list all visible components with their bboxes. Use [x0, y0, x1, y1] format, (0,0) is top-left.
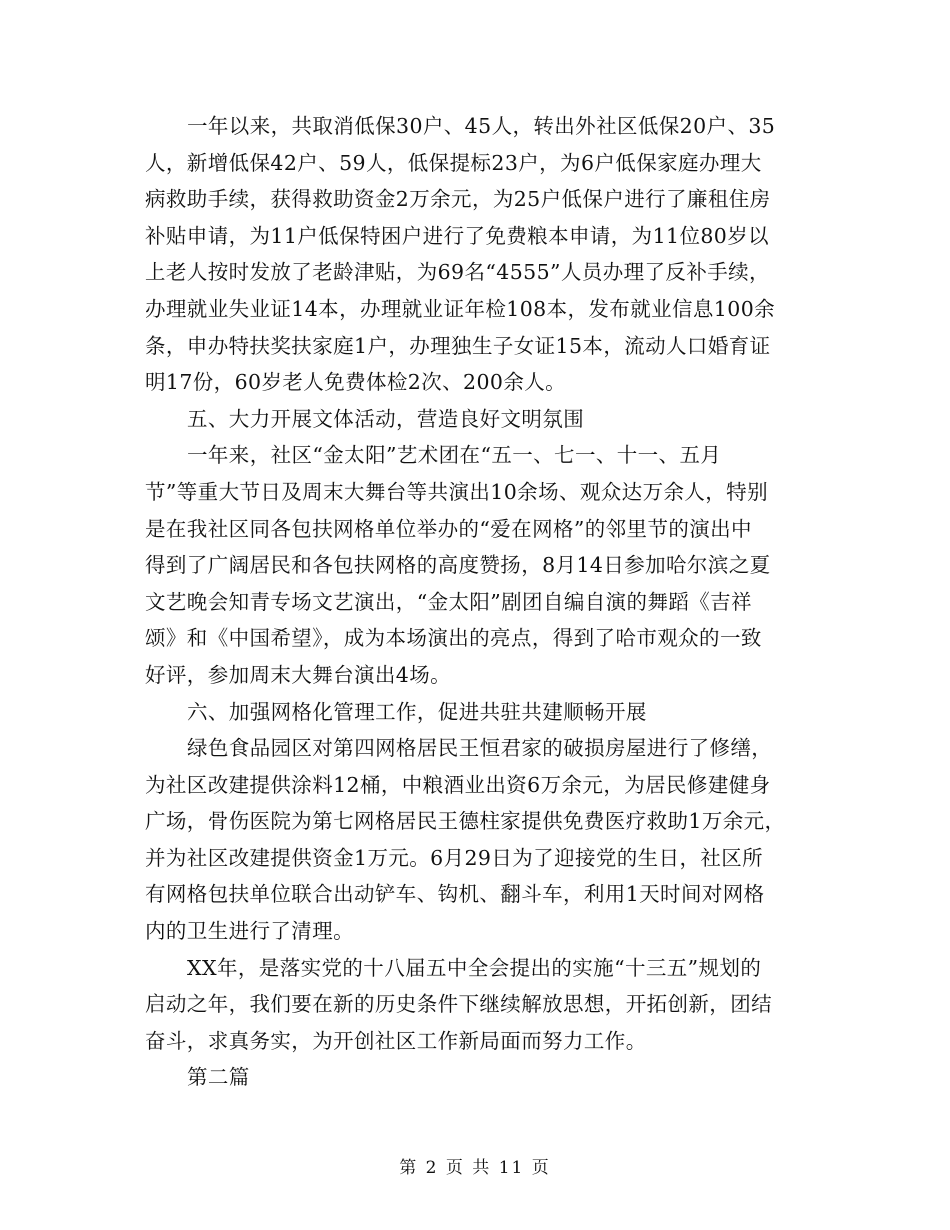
text-line: 文艺晚会知青专场文艺演出，“金太阳”剧团自编自演的舞蹈《吉祥 [145, 589, 752, 614]
text-line: 六、加强网格化管理工作，促进共驻共建顺畅开展 [187, 699, 647, 724]
text-line: 一年来，社区“金太阳”艺术团在“五一、七一、十一、五月 [187, 443, 722, 468]
body-paragraph [145, 108, 805, 401]
body-paragraph [145, 437, 805, 693]
text-line: 绿色食品园区对第四网格居民王恒君家的破损房屋进行了修缮， [187, 736, 773, 761]
body-paragraph [145, 950, 805, 1060]
text-line: 广场，骨伤医院为第七网格居民王德柱家提供免费医疗救助1万余元， [145, 809, 786, 834]
text-line: 内的卫生进行了清理。 [145, 919, 354, 944]
body-paragraph [145, 730, 805, 950]
text-line: 五、大力开展文体活动，营造良好文明氛围 [187, 406, 585, 431]
section-heading [145, 1059, 805, 1096]
text-line: 办理就业失业证14本，办理就业证年检108本，发布就业信息100余 [145, 296, 776, 321]
section-heading [145, 401, 805, 438]
text-line: 为社区改建提供涂料12桶，中粮酒业出资6万余元，为居民修建健身 [145, 772, 771, 797]
text-line: 是在我社区同各包扶网格单位举办的“爱在网格”的邻里节的演出中 [145, 516, 752, 541]
text-line: 好评，参加周末大舞台演出4场。 [145, 662, 452, 687]
text-line: 上老人按时发放了老龄津贴，为69名“4555”人员办理了反补手续， [145, 260, 770, 285]
text-line: 第二篇 [187, 1065, 250, 1090]
text-line: 一年以来，共取消低保30户、45人，转出外社区低保20户、35 [187, 114, 776, 138]
text-line: 人，新增低保42户、59人，低保提标23户，为6户低保家庭办理大 [145, 150, 762, 175]
section-heading [145, 694, 805, 731]
page-footer: 第 2 页 共 11 页 [399, 1158, 551, 1178]
text-line: 得到了广阔居民和各包扶网格的高度赞扬，8月14日参加哈尔滨之夏 [145, 553, 771, 578]
text-line: 补贴申请，为11户低保特困户进行了免费粮本申请，为11位80岁以 [145, 223, 770, 248]
text-line: 节”等重大节日及周末大舞台等共演出10余场、观众达万余人，特别 [145, 479, 768, 504]
text-line: 奋斗，求真务实，为开创社区工作新局面而努力工作。 [145, 1028, 647, 1053]
text-line: XX年，是落实党的十八届五中全会提出的实施“十三五”规划的 [187, 955, 762, 980]
text-line: 有网格包扶单位联合出动铲车、钩机、翻斗车，利用1天时间对网格 [145, 882, 765, 907]
text-line: 并为社区改建提供资金1万元。6月29日为了迎接党的生日，社区所 [145, 845, 764, 870]
text-line: 明17份，60岁老人免费体检2次、200余人。 [145, 370, 567, 395]
text-line: 病救助手续，获得救助资金2万余元，为25户低保户进行了廉租住房 [145, 187, 771, 212]
text-line: 颂》和《中国希望》，成为本场演出的亮点，得到了哈市观众的一致 [145, 626, 762, 651]
text-line: 条，申办特扶奖扶家庭1户，办理独生子女证15本，流动人口婚育证 [145, 333, 771, 358]
text-line: 启动之年，我们要在新的历史条件下继续解放思想，开拓创新，团结 [145, 992, 772, 1017]
document-body [145, 108, 805, 1096]
